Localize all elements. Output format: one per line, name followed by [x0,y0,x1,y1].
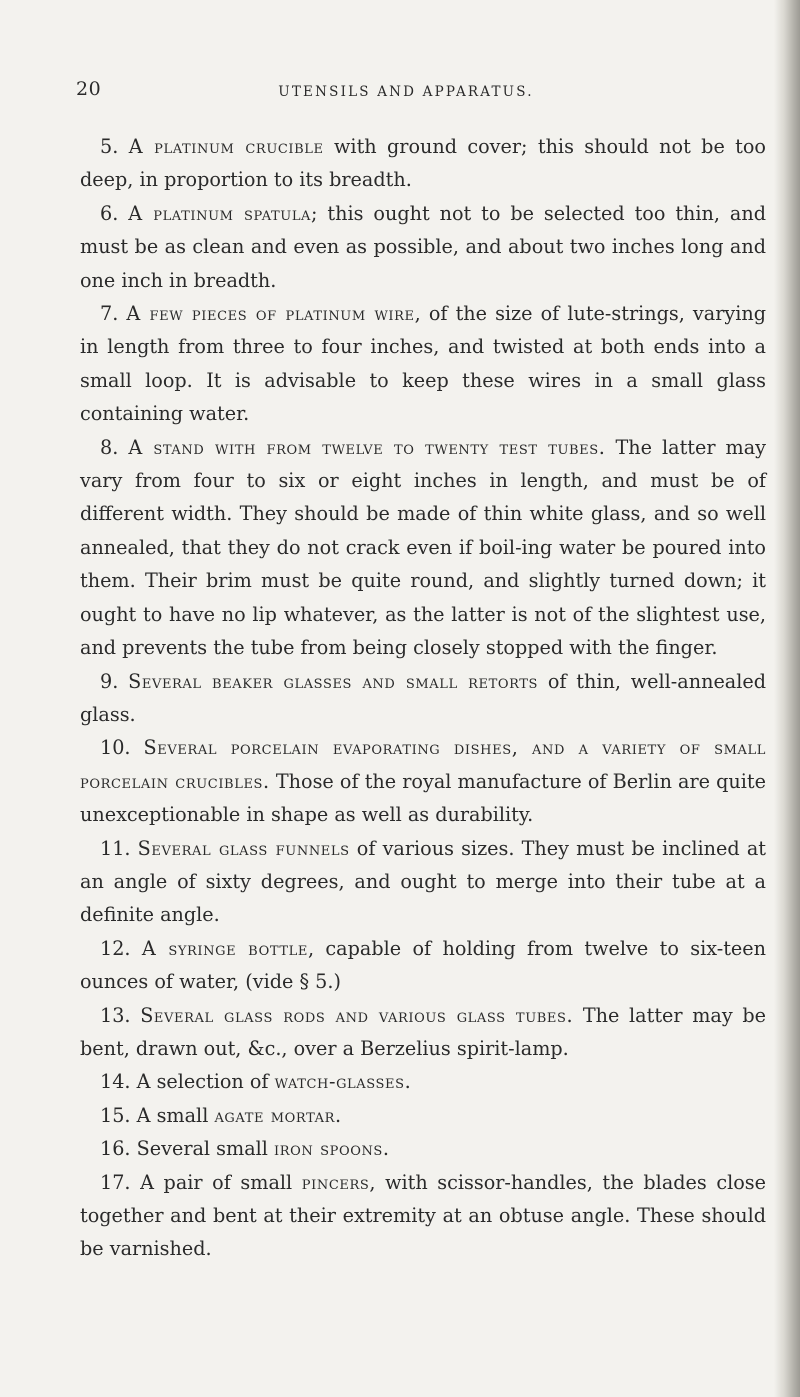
page-edge-shadow [774,0,800,1397]
item-number: 9. [100,669,119,693]
item-text: , capable of holding from twelve to six-teen ounces of water, (vide § 5.) [80,936,766,994]
item-list [80,130,766,1266]
item-title-prefix: A pair of small [140,1170,302,1194]
item-number: 14. [100,1070,131,1094]
item-title: Several glass rods and various glass tubes. [140,1003,574,1027]
list-item [80,1166,766,1266]
item-title: A syringe bottle [141,936,308,960]
item-title-prefix: A small [136,1103,215,1127]
item-number: 6. [100,201,119,225]
item-text: The latter may be bent, drawn out, &c., over a Berzelius spirit-lamp. [80,1003,767,1060]
item-title: agate mortar. [214,1103,342,1127]
item-title: iron spoons. [274,1137,390,1161]
list-item [80,431,766,665]
list-item [80,665,766,732]
page-number: 20 [76,78,102,100]
item-text: , of the size of lute-strings, varying in length from three to four inches, and twisted at both ends into a small loop. It is advisable to keep these wires in a small glass containing water. [80,302,766,426]
item-title: watch-glasses. [274,1070,412,1094]
item-title-prefix: Several small [136,1137,275,1161]
list-item [80,832,766,932]
item-number: 13. [100,1003,131,1027]
list-item [80,731,766,831]
item-number: 16. [100,1137,131,1161]
list-item [80,1132,766,1165]
item-title: Several beaker glasses and small retorts [128,669,539,693]
list-item [80,297,766,431]
running-head [76,78,736,108]
item-title: Several glass funnels [137,836,350,860]
item-text: Those of the royal manufacture of Berlin are quite unexceptionable in shape as well as durability. [80,769,766,827]
list-item [80,1099,766,1132]
item-title: A platinum spatula [128,201,312,225]
item-title: pincers [301,1170,370,1194]
item-number: 8. [100,435,119,459]
item-number: 5. [100,135,119,158]
item-text: of thin, well-annealed glass. [80,669,767,726]
item-text: , with scissor-handles, the blades close together and bent at their extremity at an obtuse angle. These should be varnished. [80,1170,766,1261]
item-text: of various sizes. They must be inclined at an angle of sixty degrees, and ought to merge into their tube at a definite angle. [80,836,766,927]
list-item [80,197,766,297]
list-item [80,130,766,197]
item-number: 10. [100,736,131,760]
item-number: 17. [100,1170,131,1194]
item-text: ; this ought not to be selected too thin, and must be as clean and even as possible, and about two inches long and one inch in breadth. [80,201,766,292]
item-title: A platinum crucible [128,135,324,158]
running-title: UTENSILS AND APPARATUS. [278,84,534,100]
item-number: 7. [100,302,119,326]
item-text: The latter may vary from four to six or eight inches in length, and must be of different width. They should be made of thin white glass, and so well annealed, that they do not crack even if boil-ing water be poured into them. Their brim must be quite round, and slightly turned down; it ought to have no lip whatever, as the latter is not of the slightest use, and prevents the tube from being closely stopped with the finger. [80,435,766,660]
item-text: with ground cover; this should not be too deep, in proportion to its breadth. [80,135,766,192]
item-title: Several porcelain evaporating dishes, and a variety of small porcelain crucibles. [80,736,766,793]
item-number: 12. [100,936,131,960]
item-number: 11. [100,836,131,860]
item-title-prefix: A selection of [136,1070,275,1094]
list-item [80,1065,766,1098]
item-title: A stand with from twelve to twenty test tubes. [128,435,606,459]
item-number: 15. [100,1103,131,1127]
list-item [80,999,766,1066]
item-title: A few pieces of platinum wire [126,302,415,326]
list-item [80,932,766,999]
